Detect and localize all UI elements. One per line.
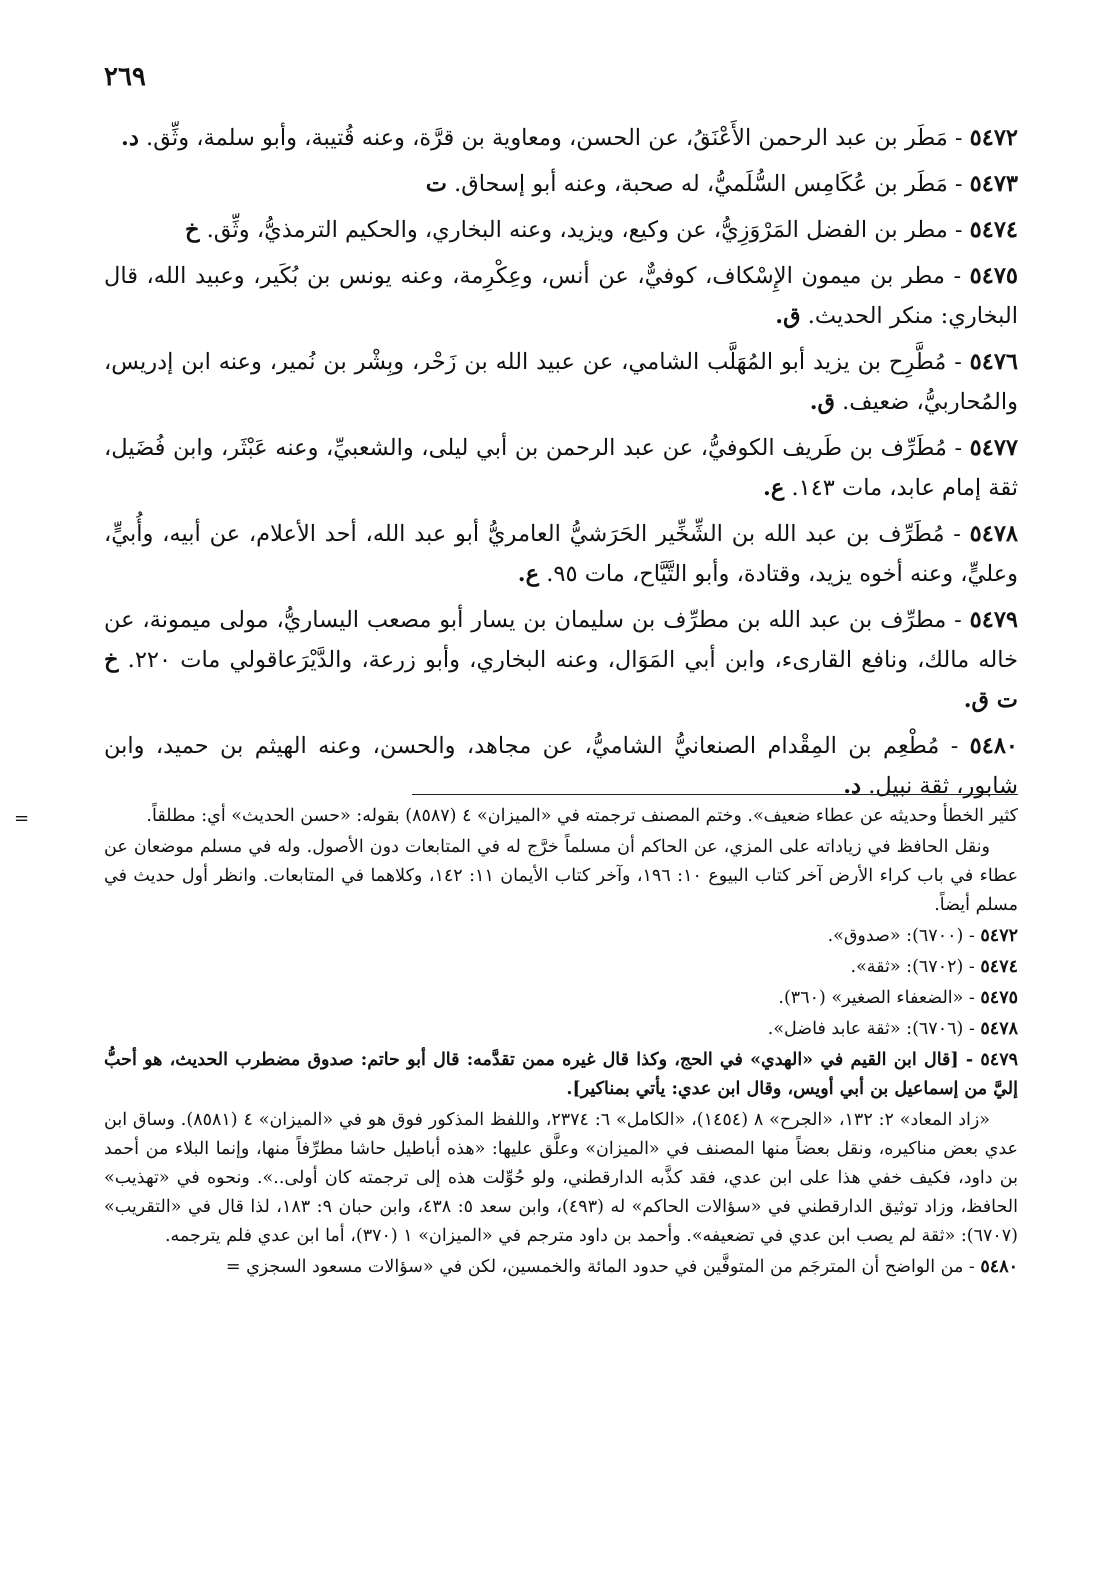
footnote-text: - (٦٧٠٢): «ثقة». (850, 957, 981, 977)
entry-symbol: خ ت ق. (104, 647, 1018, 713)
entry-text: - مُطَرِّف بن عبد الله بن الشِّخِّير الحَرَشيُّ العامريُّ أبو عبد الله، أحد الأعلام، عن أبيه، وأُبيٍّ، وعليٍّ، وعنه أخوه يزيد، وقتادة، وأبو التَّيَّاح، مات ٩٥. (104, 521, 1018, 587)
entry-symbol: د. (121, 125, 139, 151)
footnote-text: - «الضعفاء الصغير» (٣٦٠). (778, 988, 981, 1008)
footnote-number: ٥٤٧٢ (980, 926, 1018, 946)
footnote-text: كثير الخطأ وحديثه عن عطاء ضعيف». وختم المصنف ترجمته في «الميزان» ٤ (٨٥٨٧) بقوله: «حسن الحديث» أي: مطلقاً. (146, 806, 1018, 826)
footnote (104, 1015, 1018, 1044)
entry-symbol: ع. (517, 561, 540, 587)
footnote-text: - (٦٧٠٦): «ثقة عابد فاضل». (767, 1019, 981, 1039)
entry-number: ٥٤٧٧ (969, 435, 1018, 461)
footnote (104, 922, 1018, 951)
footnotes (104, 802, 1018, 1284)
entry-text: - مَطَر بن عبد الرحمن الأَعْنَقُ، عن الحسن، ومعاوية بن قرَّة، وعنه قُتيبة، وأبو سلمة، وثِّق. (138, 125, 970, 151)
entry-symbol: خ (184, 217, 200, 243)
entry-number: ٥٤٧٢ (969, 125, 1018, 151)
entry-number: ٥٤٧٥ (969, 263, 1018, 289)
entry-text: - مُطْعِم بن المِقْدام الصنعانيُّ الشاميُّ، عن مجاهد، والحسن، وعنه الهيثم بن حميد، وابن شابور، ثقة نبيل. (104, 733, 1018, 799)
footnote (104, 984, 1018, 1013)
entry-5476 (104, 342, 1018, 422)
entry-5478 (104, 514, 1018, 594)
entry-number: ٥٤٧٦ (969, 349, 1019, 375)
entry-symbol: ع. (763, 475, 785, 501)
entry-text: - مطر بن الفضل المَرْوَزِيُّ، عن وكيع، ويزيد، وعنه البخاري، والحكيم الترمذيُّ، وثِّق. (199, 217, 970, 243)
footnote-number: ٥٤٧٤ (980, 957, 1018, 977)
entry-5479 (104, 600, 1018, 720)
footnote-number: ٥٤٧٩ (980, 1050, 1018, 1070)
entry-text: - مُطَرِّف بن طَريف الكوفيُّ، عن عبد الرحمن بن أبي ليلى، والشعبيِّ، وعنه عَبْثَر، وابن فُضَيل، ثقة إمام عابد، مات ١٤٣. (104, 435, 1018, 501)
footnote-text: - من الواضح أن المترجَم من المتوفَّين في حدود المائة والخمسين، لكن في «سؤالات مسعود السجزي = (225, 1257, 981, 1277)
entry-number: ٥٤٧٣ (969, 171, 1018, 197)
footnote-number: ٥٤٧٥ (980, 988, 1018, 1008)
footnote-text: - [قال ابن القيم في «الهدي» في الحج، وكذا قال غيره ممن تقدَّمه: قال أبو حاتم: صدوق مضطرب الحديث، هو أحبُّ إليَّ من إسماعيل بن أبي أويس، وقال ابن عدي: يأتي بمناكير]. (104, 1050, 1018, 1099)
footnote (104, 802, 1018, 831)
footnote (104, 1253, 1018, 1282)
entry-number: ٥٤٧٨ (969, 521, 1018, 547)
footnote (104, 953, 1018, 982)
entry-symbol: د. (843, 773, 862, 799)
footnote-number: ٥٤٨٠ (980, 1257, 1018, 1277)
entry-5473 (104, 164, 1018, 204)
footnote-divider (412, 794, 1018, 795)
footnote (104, 833, 1018, 920)
page-number: ٢٦٩ (104, 62, 146, 92)
biography-entries (104, 118, 1018, 812)
footnote-number: ٥٤٧٨ (980, 1019, 1018, 1039)
entry-text: - مُطَّرِح بن يزيد أبو المُهَلَّب الشامي، عن عبيد الله بن زَحْر، وبِشْر بن نُمير، وعنه ابن إدريس، والمُحاربيُّ، ضعيف. (104, 349, 1018, 415)
entry-text: - مطرِّف بن عبد الله بن مطرِّف بن سليمان بن يسار أبو مصعب اليساريُّ، مولى ميمونة، عن خاله مالك، ونافع القارىء، وابن أبي المَوَال، وعنه البخاري، وأبو زرعة، والدَّيْرَعاقولي مات ٢٢٠. (104, 607, 1018, 673)
entry-symbol: ق. (775, 303, 801, 329)
entry-text: - مطر بن ميمون الإِسْكاف، كوفيٌّ، عن أنس، وعِكْرِمة، وعنه يونس بن بُكَير، وعبيد الله، قال البخاري: منكر الحديث. (104, 263, 1018, 329)
footnote (104, 1106, 1018, 1251)
entry-number: ٥٤٨٠ (969, 733, 1018, 759)
entry-5472 (104, 118, 1018, 158)
entry-text: - مَطَر بن عُكَامِس السُّلَميُّ، له صحبة، وعنه أبو إسحاق. (446, 171, 970, 197)
entry-5474 (104, 210, 1018, 250)
entry-number: ٥٤٧٤ (969, 217, 1018, 243)
footnote-text: «زاد المعاد» ٢: ١٣٢، «الجرح» ٨ (١٤٥٤)، «الكامل» ٦: ٢٣٧٤، واللفظ المذكور فوق هو في «الميزان» ٤ (٨٥٨١). وساق ابن عدي بعض مناكيره، ونقل بعضاً منها المصنف في «الميزان» وعلَّق عليها: «هذه أباطيل حاشا مطرِّفاً منها، وإنما البلاء من أحمد بن داود، فكيف خفي هذا على ابن عدي، فقد كذَّبه الدارقطني، ولو حُوِّلت هذه إلى ترجمته كان أولى..». ونحوه في «تهذيب» الحافظ، وزاد توثيق الدارقطني في «سؤالات الحاكم» له (٤٩٣)، وابن سعد ٥: ٤٣٨، وابن حبان ٩: ١٨٣، لذا قال في «التقريب» (٦٧٠٧): «ثقة لم يصب ابن عدي في تضعيفه». وأحمد بن داود مترجم في «الميزان» ١ (٣٧٠)، أما ابن عدي فلم يترجمه. (104, 1110, 1018, 1246)
entry-symbol: ق. (809, 389, 835, 415)
footnote-text: - (٦٧٠٠): «صدوق». (827, 926, 981, 946)
continuation-mark: = (14, 808, 30, 829)
entry-symbol: ت (425, 171, 447, 197)
footnote-text: ونقل الحافظ في زياداته على المزي، عن الحاكم أن مسلماً خرَّج له في المتابعات دون الأصول. وله في مسلم موضعان عن عطاء في باب كراء الأرض آخر كتاب البيوع ١٠: ١٩٦، وآخر كتاب الأيمان ١١: ١٤٢، وكلاهما في المتابعات. وانظر أول حديث في مسلم أيضاً. (104, 837, 1019, 915)
entry-5477 (104, 428, 1018, 508)
entry-number: ٥٤٧٩ (969, 607, 1018, 633)
entry-5475 (104, 256, 1018, 336)
footnote (104, 1046, 1018, 1104)
